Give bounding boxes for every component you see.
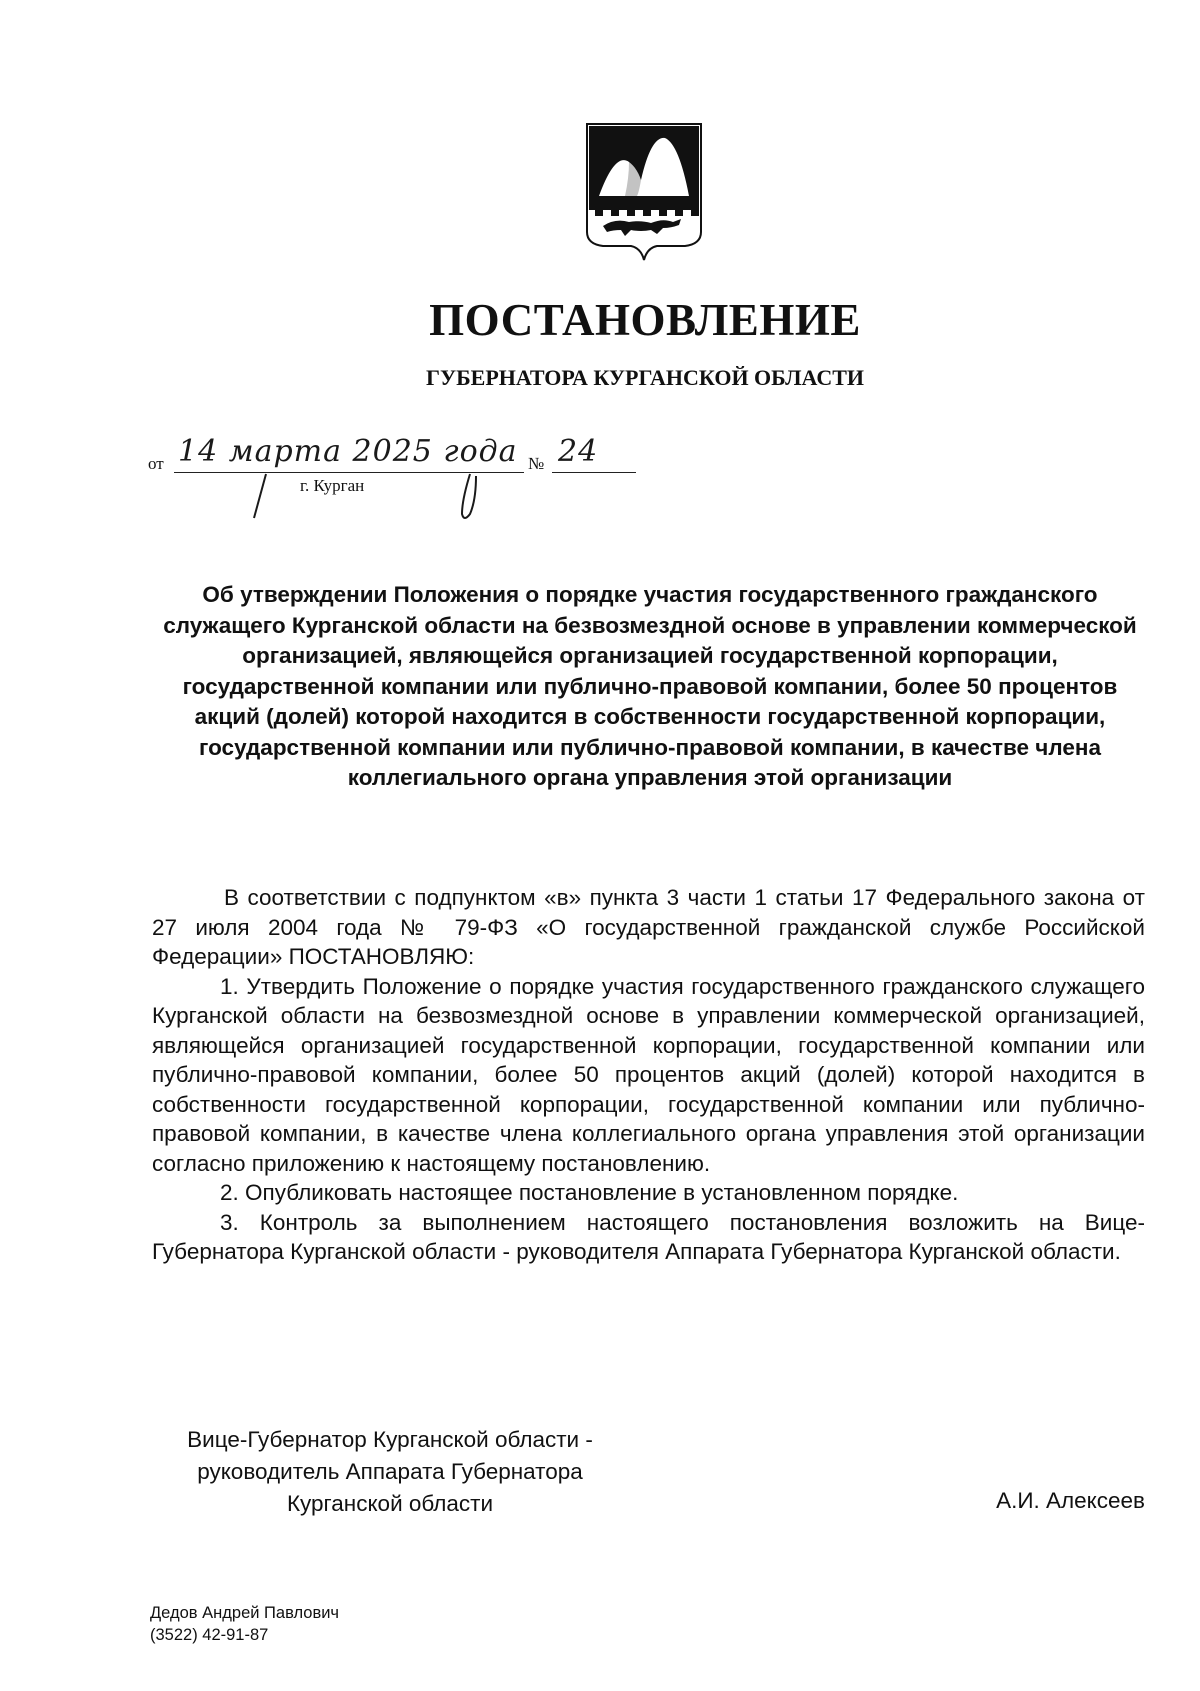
from-label: от [148,454,164,473]
date-number-line [148,434,668,520]
signatory-position-line-2: руководитель Аппарата Губернатора [197,1459,583,1484]
kurgan-oblast-coat-of-arms-icon [585,122,703,262]
executor-name: Дедов Андрей Павлович [150,1604,340,1622]
signatory-position [150,1424,630,1520]
signatory-position-line-1: Вице-Губернатор Курганской области - [187,1427,593,1452]
signatory-name: А.И. Алексеев [996,1488,1145,1513]
document-body [152,883,1145,1267]
executor-block [150,1602,339,1646]
item-2: 2. Опубликовать настоящее постановление в установленном порядке. [220,1180,959,1205]
preamble-paragraph: В соответствии с подпунктом «в» пункта 3 части 1 статьи 17 Федерального закона от 27 июля 2004 года № 79-ФЗ «О государственной гражданской службе Российской Федерации» ПОСТАНОВЛЯЮ: [152,885,1145,969]
handwriting-strokes [248,470,628,522]
document-issuer: ГУБЕРНАТОРА КУРГАНСКОЙ ОБЛАСТИ [425,365,865,390]
handwritten-date: 14 марта 2025 года [178,434,518,469]
signatory-position-line-3: Курганской области [286,1491,494,1516]
item-3: 3. Контроль за выполнением настоящего постановления возложить на Вице-Губернатора Курганской области - руководителя Аппарата Губернатора Курганской области. [152,1209,1145,1264]
executor-phone: (3522) 42-91-87 [150,1626,269,1644]
city-label: г. Курган [300,476,365,495]
document-subject: Об утверждении Положения о порядке участия государственного гражданского служащего Курганской области на безвозмездной основе в управлении коммерческой организацией, являющейся организацией государственной корпорации, государственной компании или публично-правовой компании, более 50 процентов акций (долей) которой находится в собственности государственной корпорации, государственной компании или публично-правовой компании, в качестве члена коллегиального органа управления этой организации [163,582,1137,790]
number-label: № [528,454,545,473]
handwritten-number: 24 [558,434,599,469]
item-1: 1. Утвердить Положение о порядке участия государственного гражданского служащего Курганской области на безвозмездной основе в управлении коммерческой организацией, являющейся организацией государственной корпорации, государственной компании или публично-правовой компании, более 50 процентов акций (долей) которой находится в собственности государственной корпорации, государственной компании или публично-правовой компании, в качестве члена коллегиального органа управления этой организации согласно приложению к настоящему постановлению. [152,973,1145,1176]
document-title: ПОСТАНОВЛЕНИЕ [429,295,861,345]
